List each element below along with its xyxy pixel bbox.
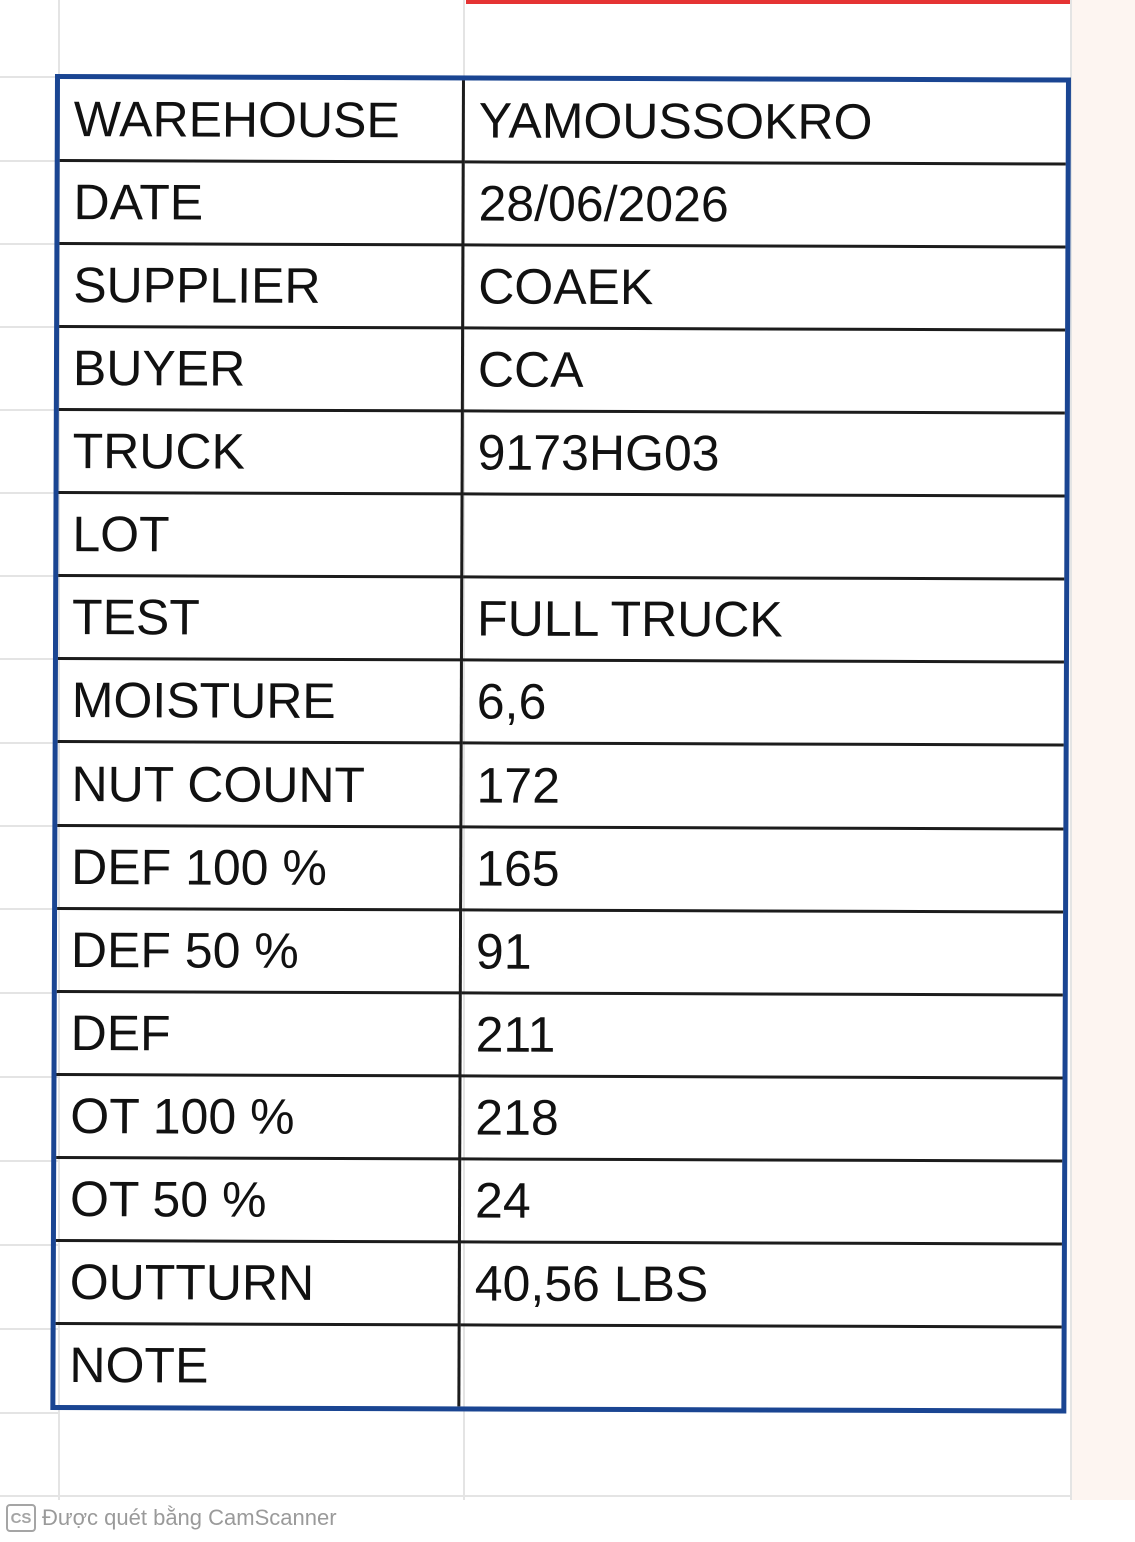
inspection-table	[55, 79, 1066, 1409]
row-value: 6,6	[461, 660, 1064, 745]
table-row	[59, 244, 1065, 331]
row-label: DEF 50 %	[57, 908, 461, 992]
row-label: WAREHOUSE	[60, 79, 464, 162]
row-value: 172	[461, 743, 1064, 828]
table-row	[55, 1323, 1061, 1408]
grid-line	[0, 742, 60, 744]
grid-line	[0, 658, 60, 660]
table-row	[56, 1240, 1062, 1327]
row-label: DEF 100 %	[57, 825, 461, 909]
row-label: OT 100 %	[56, 1074, 460, 1158]
row-label: MOISTURE	[58, 659, 462, 743]
grid-line	[0, 825, 60, 827]
row-value: CCA	[462, 328, 1065, 413]
grid-line	[0, 1495, 1072, 1497]
row-label: TRUCK	[59, 410, 463, 494]
table-row	[59, 410, 1065, 497]
table-row	[56, 1074, 1062, 1161]
row-label: BUYER	[59, 327, 463, 411]
row-label: OT 50 %	[56, 1157, 460, 1241]
row-value: 28/06/2026	[463, 162, 1066, 247]
table-row	[60, 79, 1066, 164]
row-value: 211	[460, 993, 1063, 1078]
table-row	[58, 659, 1064, 746]
grid-line	[0, 243, 60, 245]
table-row	[56, 1157, 1062, 1244]
row-label: OUTTURN	[56, 1240, 460, 1324]
row-label: NOTE	[55, 1323, 459, 1406]
row-label: TEST	[58, 576, 462, 660]
row-label: DEF	[57, 991, 461, 1075]
table-row	[59, 161, 1065, 248]
row-value	[459, 1325, 1062, 1409]
page-edge-band	[1072, 0, 1135, 1500]
grid-line	[0, 575, 60, 577]
watermark-text: Được quét bằng CamScanner	[42, 1505, 337, 1530]
row-value: COAEK	[463, 245, 1066, 330]
row-value: 24	[459, 1159, 1062, 1244]
row-label: LOT	[58, 493, 462, 577]
table-row	[57, 991, 1063, 1078]
row-value: 218	[460, 1076, 1063, 1161]
table-row	[59, 327, 1065, 414]
row-value: 165	[461, 826, 1064, 911]
row-value: YAMOUSSOKRO	[463, 80, 1066, 164]
camscanner-logo-icon: CS	[6, 1504, 36, 1532]
grid-line	[0, 76, 60, 78]
grid-line	[0, 1412, 60, 1414]
table-row	[58, 493, 1064, 580]
camscanner-watermark	[6, 1503, 337, 1533]
table-row	[57, 825, 1063, 912]
cell-selection-line	[466, 0, 1072, 4]
row-label: SUPPLIER	[59, 244, 463, 328]
row-label: DATE	[59, 161, 463, 245]
row-value: FULL TRUCK	[461, 577, 1064, 662]
grid-line	[0, 160, 60, 162]
row-value	[462, 494, 1065, 579]
row-label: NUT COUNT	[57, 742, 461, 826]
table-row	[57, 908, 1063, 995]
grid-line	[0, 908, 60, 910]
table-row	[58, 576, 1064, 663]
grid-line	[0, 326, 60, 328]
table-row	[57, 742, 1063, 829]
inspection-table-frame	[50, 74, 1071, 1414]
row-value: 40,56 LBS	[459, 1242, 1062, 1327]
grid-line	[0, 409, 60, 411]
grid-line	[0, 492, 60, 494]
row-value: 91	[460, 910, 1063, 995]
row-value: 9173HG03	[462, 411, 1065, 496]
